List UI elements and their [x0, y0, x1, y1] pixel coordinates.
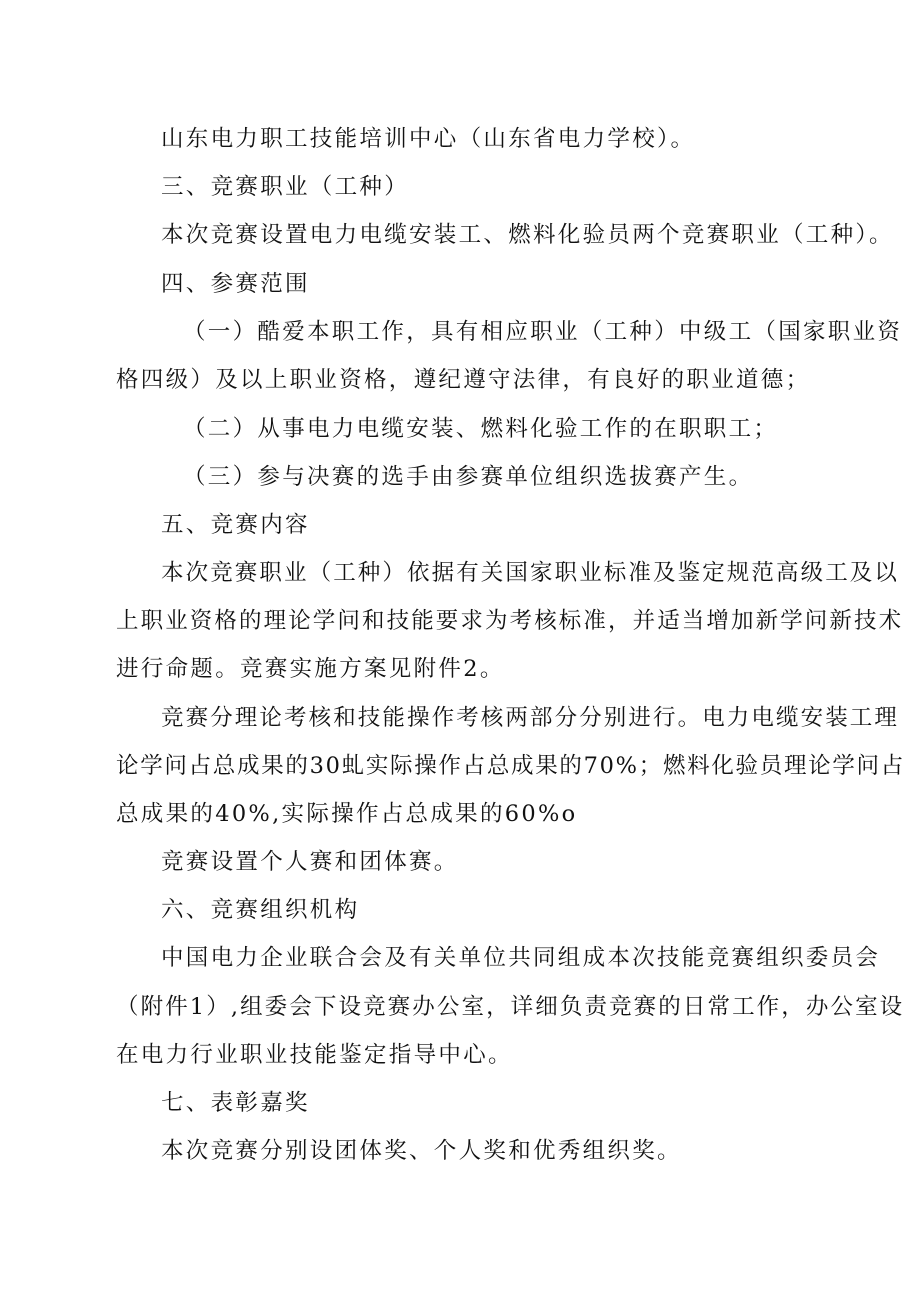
list-item-line: （一）酷爱本职工作，具有相应职业（工种）中级工（国家职业资: [183, 319, 903, 345]
section-heading: 四、参赛范围: [161, 271, 310, 297]
paragraph-line: 中国电力企业联合会及有关单位共同组成本次技能竞赛组织委员会: [161, 945, 881, 971]
section-heading: 七、表彰嘉奖: [161, 1090, 310, 1116]
section-heading: 六、竞赛组织机构: [161, 897, 360, 923]
paragraph-line: 竞赛设置个人赛和团体赛。: [161, 849, 459, 875]
list-item-line: （三）参与决赛的选手由参赛单位组织选拔赛产生。: [183, 464, 754, 490]
section-heading: 五、竞赛内容: [161, 512, 310, 538]
list-item-line: （二）从事电力电缆安装、燃料化验工作的在职职工；: [183, 416, 779, 442]
paragraph-line: 上职业资格的理论学问和技能要求为考核标准，并适当增加新学问新技术: [116, 608, 904, 634]
paragraph-line: （附件1）,组委会下设竞赛办公室，详细负责竞赛的日常工作，办公室设: [116, 994, 905, 1020]
section-heading: 三、竞赛职业（工种）: [161, 174, 410, 200]
paragraph-line: 竞赛分理论考核和技能操作考核两部分分别进行。电力电缆安装工理: [161, 705, 900, 731]
paragraph-line: 进行命题。竞赛实施方案见附件2。: [116, 656, 505, 682]
paragraph-line: 山东电力职工技能培训中心（山东省电力学校）。: [161, 126, 696, 152]
paragraph-line: 论学问占总成果的30虬实际操作占总成果的70%；燃料化验员理论学问占: [116, 753, 905, 779]
paragraph-line: 总成果的40%,实际操作占总成果的60%o: [116, 801, 578, 827]
paragraph-line: 在电力行业职业技能鉴定指导中心。: [116, 1042, 513, 1068]
paragraph-line: 本次竞赛设置电力电缆安装工、燃料化验员两个竞赛职业（工种）。: [161, 222, 894, 248]
paragraph-line: 本次竞赛职业（工种）依据有关国家职业标准及鉴定规范高级工及以: [161, 560, 900, 586]
list-item-line: 格四级）及以上职业资格，遵纪遵守法律，有良好的职业道德；: [116, 367, 811, 393]
paragraph-line: 本次竞赛分别设团体奖、个人奖和优秀组织奖。: [161, 1138, 682, 1164]
